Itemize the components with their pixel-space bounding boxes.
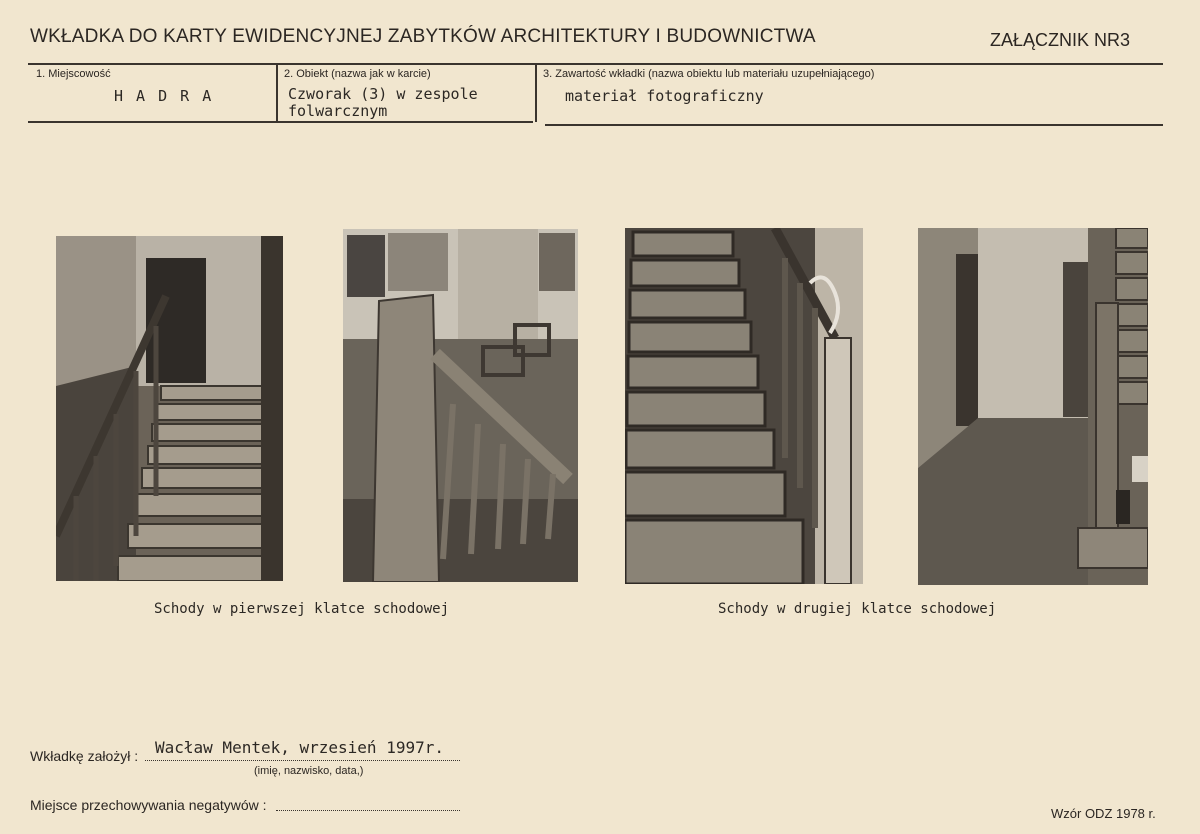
photo-staircase-2b: [918, 228, 1148, 585]
locality-value: H A D R A: [114, 87, 214, 105]
caption-second-staircase: Schody w drugiej klatce schodowej: [718, 601, 997, 617]
table-bottom-rule-left: [28, 121, 533, 123]
photo-staircase-2a: [625, 228, 863, 584]
table-divider-2: [535, 63, 537, 122]
photo-staircase-1b: [343, 229, 578, 582]
storage-label: Miejsce przechowywania negatywów :: [30, 797, 267, 813]
form-id: Wzór ODZ 1978 r.: [1051, 806, 1156, 821]
object-value-line1: Czworak (3) w zespole: [288, 85, 478, 103]
document-title: WKŁADKA DO KARTY EWIDENCYJNEJ ZABYTKÓW ARCHITEKTURY I BUDOWNICTWA: [30, 26, 816, 47]
content-value: materiał fotograficzny: [565, 87, 764, 105]
table-top-rule: [28, 63, 1163, 65]
table-bottom-rule-right: [545, 124, 1163, 126]
object-value-line2: folwarcznym: [288, 102, 388, 120]
caption-first-staircase: Schody w pierwszej klatce schodowej: [154, 601, 450, 617]
created-by-hint: (imię, nazwisko, data,): [254, 765, 364, 777]
storage-dotted-line: [276, 810, 460, 811]
created-by-dotted-line: [145, 760, 460, 761]
table-divider-1: [276, 63, 278, 122]
object-label: 2. Obiekt (nazwa jak w karcie): [284, 68, 431, 80]
attachment-number: ZAŁĄCZNIK NR3: [990, 30, 1131, 50]
content-label: 3. Zawartość wkładki (nazwa obiektu lub materiału uzupełniającego): [543, 68, 875, 80]
locality-label: 1. Miejscowość: [36, 68, 111, 80]
photo-staircase-1a: [56, 236, 283, 581]
created-by-value: Wacław Mentek, wrzesień 1997r.: [155, 738, 444, 757]
created-by-label: Wkładkę założył :: [30, 748, 139, 764]
